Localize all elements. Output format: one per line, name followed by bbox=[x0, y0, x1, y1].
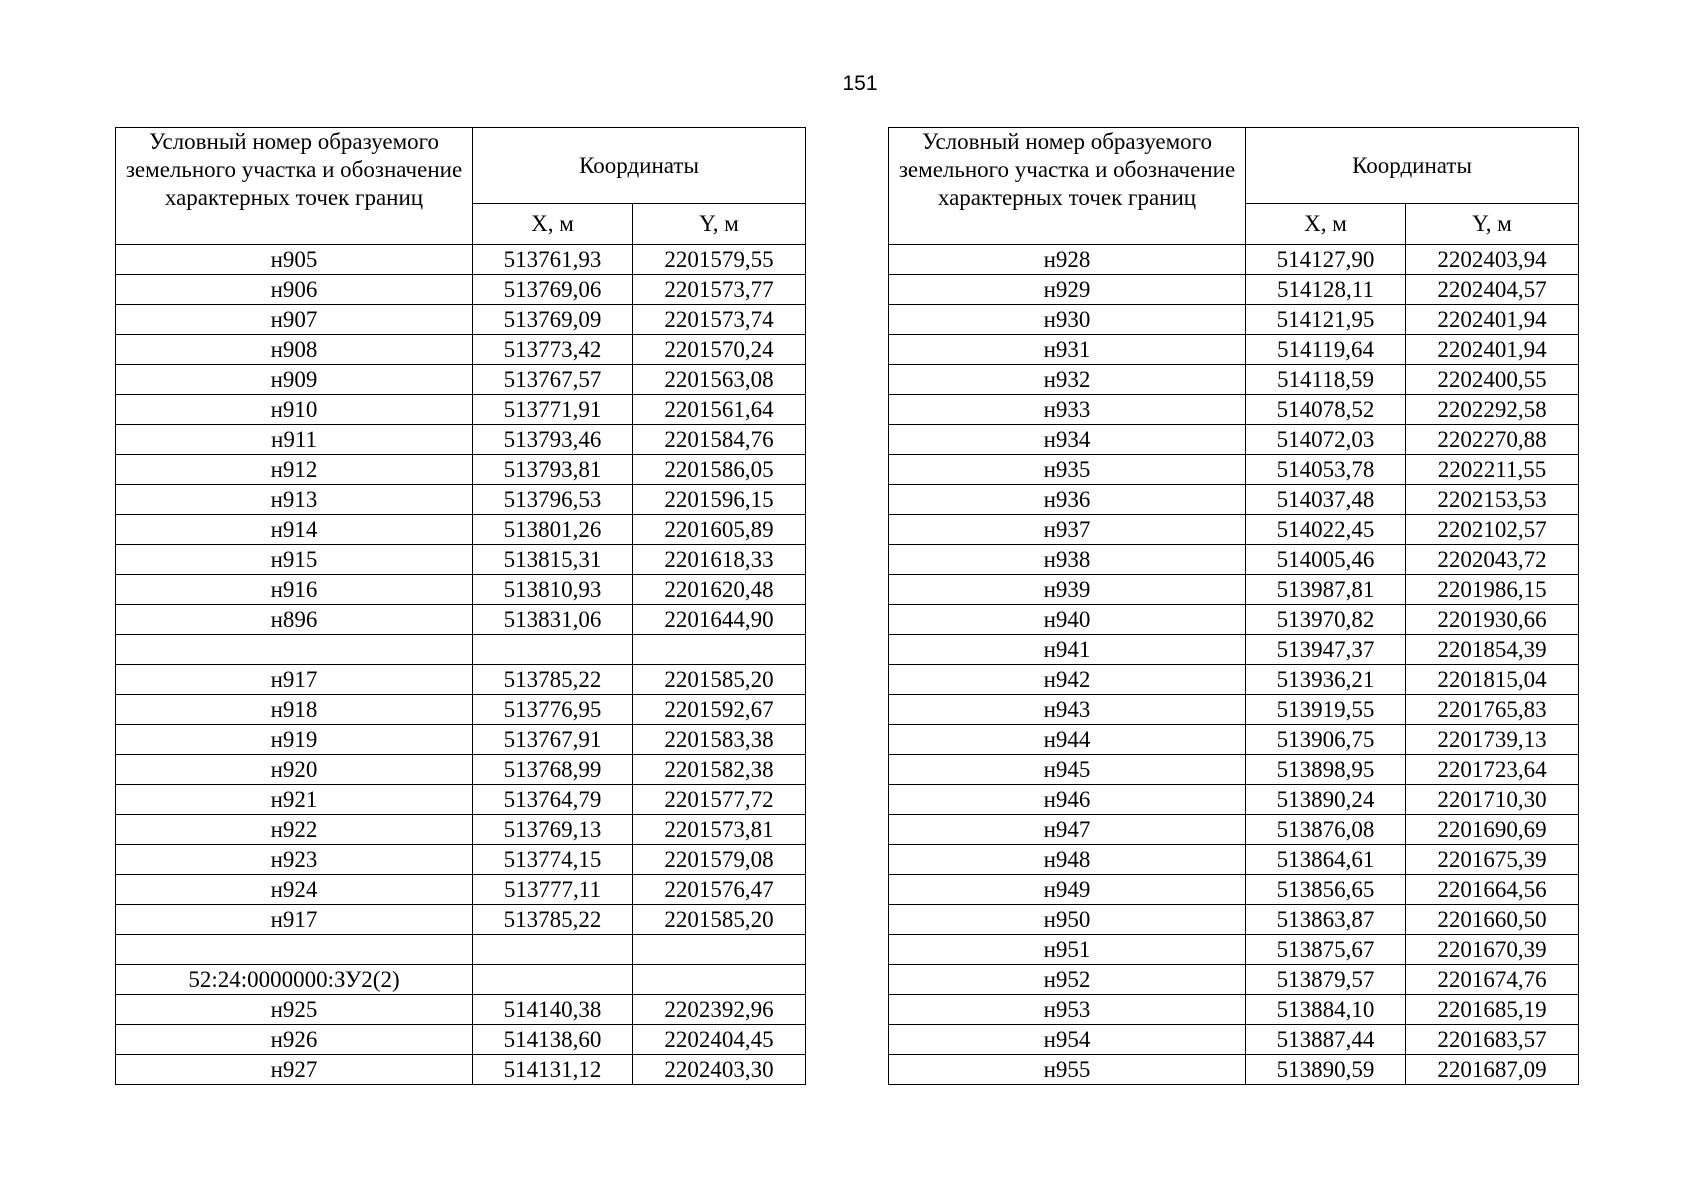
y-coordinate-cell: 2201585,20 bbox=[633, 905, 806, 935]
point-name-cell: н943 bbox=[889, 695, 1246, 725]
table-row bbox=[116, 755, 806, 785]
y-coordinate-cell: 2201815,04 bbox=[1406, 665, 1579, 695]
table-row bbox=[889, 395, 1579, 425]
point-name-cell: н954 bbox=[889, 1025, 1246, 1055]
y-coordinate-cell: 2202400,55 bbox=[1406, 365, 1579, 395]
point-name-cell: н948 bbox=[889, 845, 1246, 875]
table-row bbox=[889, 365, 1579, 395]
point-name-cell: н937 bbox=[889, 515, 1246, 545]
table-body bbox=[116, 245, 806, 1085]
x-coordinate-cell: 513769,09 bbox=[473, 305, 633, 335]
x-coordinate-cell: 514005,46 bbox=[1246, 545, 1406, 575]
x-coordinate-cell: 513767,91 bbox=[473, 725, 633, 755]
y-coordinate-cell: 2202401,94 bbox=[1406, 305, 1579, 335]
y-coordinate-cell: 2201563,08 bbox=[633, 365, 806, 395]
column-header-coordinates: Координаты bbox=[473, 128, 806, 204]
point-name-cell: н924 bbox=[116, 875, 473, 905]
table-row bbox=[889, 935, 1579, 965]
table-row bbox=[889, 1055, 1579, 1085]
x-coordinate-cell: 513876,08 bbox=[1246, 815, 1406, 845]
y-coordinate-cell: 2201690,69 bbox=[1406, 815, 1579, 845]
table-row bbox=[116, 815, 806, 845]
x-coordinate-cell: 513777,11 bbox=[473, 875, 633, 905]
table-row bbox=[116, 635, 806, 665]
point-name-cell: н923 bbox=[116, 845, 473, 875]
y-coordinate-cell: 2201674,76 bbox=[1406, 965, 1579, 995]
point-name-cell: н912 bbox=[116, 455, 473, 485]
y-coordinate-cell: 2202270,88 bbox=[1406, 425, 1579, 455]
table-row bbox=[889, 755, 1579, 785]
column-header-x: X, м bbox=[473, 204, 633, 245]
point-name-cell: н945 bbox=[889, 755, 1246, 785]
point-name-cell: н907 bbox=[116, 305, 473, 335]
point-name-cell: н922 bbox=[116, 815, 473, 845]
table-row bbox=[889, 305, 1579, 335]
x-coordinate-cell: 513776,95 bbox=[473, 695, 633, 725]
point-name-cell: н942 bbox=[889, 665, 1246, 695]
point-name-cell: н946 bbox=[889, 785, 1246, 815]
x-coordinate-cell bbox=[473, 935, 633, 965]
table-row bbox=[889, 425, 1579, 455]
point-name-cell: н910 bbox=[116, 395, 473, 425]
point-name-cell: н938 bbox=[889, 545, 1246, 575]
table-row bbox=[116, 335, 806, 365]
table-body bbox=[889, 245, 1579, 1085]
point-name-cell: н950 bbox=[889, 905, 1246, 935]
table-row bbox=[116, 275, 806, 305]
table-row bbox=[889, 605, 1579, 635]
y-coordinate-cell: 2201561,64 bbox=[633, 395, 806, 425]
table-row bbox=[889, 815, 1579, 845]
x-coordinate-cell: 513785,22 bbox=[473, 905, 633, 935]
point-name-cell: н913 bbox=[116, 485, 473, 515]
y-coordinate-cell: 2201710,30 bbox=[1406, 785, 1579, 815]
table-row bbox=[116, 485, 806, 515]
x-coordinate-cell: 513785,22 bbox=[473, 665, 633, 695]
x-coordinate-cell: 513771,91 bbox=[473, 395, 633, 425]
x-coordinate-cell: 514121,95 bbox=[1246, 305, 1406, 335]
y-coordinate-cell: 2201586,05 bbox=[633, 455, 806, 485]
y-coordinate-cell: 2201739,13 bbox=[1406, 725, 1579, 755]
x-coordinate-cell: 513769,06 bbox=[473, 275, 633, 305]
table-row bbox=[889, 905, 1579, 935]
y-coordinate-cell: 2202102,57 bbox=[1406, 515, 1579, 545]
x-coordinate-cell: 513815,31 bbox=[473, 545, 633, 575]
y-coordinate-cell: 2201605,89 bbox=[633, 515, 806, 545]
y-coordinate-cell: 2201854,39 bbox=[1406, 635, 1579, 665]
point-name-cell: н928 bbox=[889, 245, 1246, 275]
point-name-cell: н918 bbox=[116, 695, 473, 725]
table-row bbox=[889, 275, 1579, 305]
point-name-cell: н934 bbox=[889, 425, 1246, 455]
x-coordinate-cell: 514072,03 bbox=[1246, 425, 1406, 455]
column-header-point-name: Условный номер образуемого земельного участка и обозначение характерных точек границ bbox=[889, 128, 1246, 245]
table-row bbox=[889, 1025, 1579, 1055]
x-coordinate-cell: 513761,93 bbox=[473, 245, 633, 275]
y-coordinate-cell: 2201660,50 bbox=[1406, 905, 1579, 935]
table-row bbox=[116, 725, 806, 755]
table-row bbox=[889, 455, 1579, 485]
point-name-cell: 52:24:0000000:ЗУ2(2) bbox=[116, 965, 473, 995]
y-coordinate-cell: 2201620,48 bbox=[633, 575, 806, 605]
point-name-cell: н932 bbox=[889, 365, 1246, 395]
table-row bbox=[116, 305, 806, 335]
y-coordinate-cell: 2201723,64 bbox=[1406, 755, 1579, 785]
point-name-cell: н905 bbox=[116, 245, 473, 275]
table-row bbox=[889, 545, 1579, 575]
point-name-cell: н917 bbox=[116, 665, 473, 695]
table-row bbox=[116, 245, 806, 275]
y-coordinate-cell: 2201670,39 bbox=[1406, 935, 1579, 965]
point-name-cell: н909 bbox=[116, 365, 473, 395]
table-row bbox=[116, 605, 806, 635]
y-coordinate-cell: 2201577,72 bbox=[633, 785, 806, 815]
point-name-cell: н944 bbox=[889, 725, 1246, 755]
table-row bbox=[116, 365, 806, 395]
point-name-cell: н935 bbox=[889, 455, 1246, 485]
table-row bbox=[889, 845, 1579, 875]
y-coordinate-cell: 2202404,57 bbox=[1406, 275, 1579, 305]
y-coordinate-cell: 2201986,15 bbox=[1406, 575, 1579, 605]
table-row bbox=[889, 785, 1579, 815]
x-coordinate-cell: 513773,42 bbox=[473, 335, 633, 365]
table-row bbox=[889, 515, 1579, 545]
x-coordinate-cell: 513856,65 bbox=[1246, 875, 1406, 905]
x-coordinate-cell: 514138,60 bbox=[473, 1025, 633, 1055]
y-coordinate-cell: 2201596,15 bbox=[633, 485, 806, 515]
y-coordinate-cell: 2201687,09 bbox=[1406, 1055, 1579, 1085]
x-coordinate-cell: 513801,26 bbox=[473, 515, 633, 545]
y-coordinate-cell: 2202401,94 bbox=[1406, 335, 1579, 365]
x-coordinate-cell: 513831,06 bbox=[473, 605, 633, 635]
y-coordinate-cell: 2201570,24 bbox=[633, 335, 806, 365]
point-name-cell: н925 bbox=[116, 995, 473, 1025]
x-coordinate-cell: 513879,57 bbox=[1246, 965, 1406, 995]
x-coordinate-cell: 513898,95 bbox=[1246, 755, 1406, 785]
point-name-cell: н941 bbox=[889, 635, 1246, 665]
table-row bbox=[116, 545, 806, 575]
y-coordinate-cell: 2201585,20 bbox=[633, 665, 806, 695]
x-coordinate-cell: 513890,24 bbox=[1246, 785, 1406, 815]
y-coordinate-cell: 2201579,08 bbox=[633, 845, 806, 875]
coordinates-table-left bbox=[115, 127, 806, 1085]
column-header-coordinates: Координаты bbox=[1246, 128, 1579, 204]
x-coordinate-cell: 514118,59 bbox=[1246, 365, 1406, 395]
point-name-cell: н915 bbox=[116, 545, 473, 575]
table-row bbox=[116, 995, 806, 1025]
table-row bbox=[889, 695, 1579, 725]
y-coordinate-cell: 2201683,57 bbox=[1406, 1025, 1579, 1055]
column-header-point-name: Условный номер образуемого земельного участка и обозначение характерных точек границ bbox=[116, 128, 473, 245]
column-header-y: Y, м bbox=[633, 204, 806, 245]
x-coordinate-cell: 513774,15 bbox=[473, 845, 633, 875]
x-coordinate-cell bbox=[473, 965, 633, 995]
x-coordinate-cell: 513919,55 bbox=[1246, 695, 1406, 725]
table-row bbox=[116, 695, 806, 725]
x-coordinate-cell: 514131,12 bbox=[473, 1055, 633, 1085]
x-coordinate-cell: 514119,64 bbox=[1246, 335, 1406, 365]
x-coordinate-cell: 514022,45 bbox=[1246, 515, 1406, 545]
point-name-cell: н906 bbox=[116, 275, 473, 305]
point-name-cell: н914 bbox=[116, 515, 473, 545]
point-name-cell: н929 bbox=[889, 275, 1246, 305]
table-row bbox=[116, 935, 806, 965]
x-coordinate-cell: 513875,67 bbox=[1246, 935, 1406, 965]
y-coordinate-cell: 2202292,58 bbox=[1406, 395, 1579, 425]
x-coordinate-cell: 514127,90 bbox=[1246, 245, 1406, 275]
point-name-cell: н916 bbox=[116, 575, 473, 605]
coordinates-table-right bbox=[888, 127, 1579, 1085]
point-name-cell: н917 bbox=[116, 905, 473, 935]
table-row bbox=[889, 665, 1579, 695]
point-name-cell: н940 bbox=[889, 605, 1246, 635]
point-name-cell: н953 bbox=[889, 995, 1246, 1025]
point-name-cell: н927 bbox=[116, 1055, 473, 1085]
point-name-cell: н951 bbox=[889, 935, 1246, 965]
y-coordinate-cell: 2201573,77 bbox=[633, 275, 806, 305]
table-row bbox=[116, 395, 806, 425]
y-coordinate-cell: 2201582,38 bbox=[633, 755, 806, 785]
y-coordinate-cell bbox=[633, 935, 806, 965]
table-row bbox=[889, 335, 1579, 365]
y-coordinate-cell: 2201675,39 bbox=[1406, 845, 1579, 875]
point-name-cell: н919 bbox=[116, 725, 473, 755]
table-row bbox=[889, 725, 1579, 755]
x-coordinate-cell: 513887,44 bbox=[1246, 1025, 1406, 1055]
table-row bbox=[116, 455, 806, 485]
y-coordinate-cell: 2202404,45 bbox=[633, 1025, 806, 1055]
point-name-cell bbox=[116, 635, 473, 665]
x-coordinate-cell: 513864,61 bbox=[1246, 845, 1406, 875]
x-coordinate-cell: 513810,93 bbox=[473, 575, 633, 605]
table-row bbox=[116, 425, 806, 455]
x-coordinate-cell: 513906,75 bbox=[1246, 725, 1406, 755]
table-row bbox=[889, 575, 1579, 605]
table-row bbox=[116, 515, 806, 545]
x-coordinate-cell: 513936,21 bbox=[1246, 665, 1406, 695]
table-row bbox=[889, 965, 1579, 995]
x-coordinate-cell: 513769,13 bbox=[473, 815, 633, 845]
x-coordinate-cell: 513890,59 bbox=[1246, 1055, 1406, 1085]
x-coordinate-cell: 514140,38 bbox=[473, 995, 633, 1025]
point-name-cell: н939 bbox=[889, 575, 1246, 605]
y-coordinate-cell: 2201573,81 bbox=[633, 815, 806, 845]
y-coordinate-cell: 2201765,83 bbox=[1406, 695, 1579, 725]
point-name-cell: н920 bbox=[116, 755, 473, 785]
point-name-cell: н926 bbox=[116, 1025, 473, 1055]
x-coordinate-cell: 513970,82 bbox=[1246, 605, 1406, 635]
column-header-y: Y, м bbox=[1406, 204, 1579, 245]
y-coordinate-cell: 2202392,96 bbox=[633, 995, 806, 1025]
y-coordinate-cell bbox=[633, 635, 806, 665]
point-name-cell: н936 bbox=[889, 485, 1246, 515]
point-name-cell: н930 bbox=[889, 305, 1246, 335]
y-coordinate-cell: 2201644,90 bbox=[633, 605, 806, 635]
y-coordinate-cell: 2201930,66 bbox=[1406, 605, 1579, 635]
y-coordinate-cell: 2201664,56 bbox=[1406, 875, 1579, 905]
x-coordinate-cell: 513987,81 bbox=[1246, 575, 1406, 605]
point-name-cell: н931 bbox=[889, 335, 1246, 365]
point-name-cell: н911 bbox=[116, 425, 473, 455]
y-coordinate-cell: 2202043,72 bbox=[1406, 545, 1579, 575]
y-coordinate-cell: 2202403,94 bbox=[1406, 245, 1579, 275]
y-coordinate-cell: 2201592,67 bbox=[633, 695, 806, 725]
table-row bbox=[116, 965, 806, 995]
y-coordinate-cell: 2201573,74 bbox=[633, 305, 806, 335]
x-coordinate-cell: 513764,79 bbox=[473, 785, 633, 815]
table-row bbox=[889, 635, 1579, 665]
point-name-cell bbox=[116, 935, 473, 965]
y-coordinate-cell: 2201618,33 bbox=[633, 545, 806, 575]
x-coordinate-cell: 513884,10 bbox=[1246, 995, 1406, 1025]
x-coordinate-cell: 513947,37 bbox=[1246, 635, 1406, 665]
table-row bbox=[889, 995, 1579, 1025]
table-row bbox=[116, 1025, 806, 1055]
x-coordinate-cell: 513863,87 bbox=[1246, 905, 1406, 935]
x-coordinate-cell bbox=[473, 635, 633, 665]
x-coordinate-cell: 514053,78 bbox=[1246, 455, 1406, 485]
point-name-cell: н952 bbox=[889, 965, 1246, 995]
x-coordinate-cell: 513768,99 bbox=[473, 755, 633, 785]
y-coordinate-cell: 2201583,38 bbox=[633, 725, 806, 755]
point-name-cell: н947 bbox=[889, 815, 1246, 845]
table-row bbox=[116, 785, 806, 815]
y-coordinate-cell bbox=[633, 965, 806, 995]
table-row bbox=[116, 905, 806, 935]
x-coordinate-cell: 513767,57 bbox=[473, 365, 633, 395]
y-coordinate-cell: 2202153,53 bbox=[1406, 485, 1579, 515]
column-header-x: X, м bbox=[1246, 204, 1406, 245]
point-name-cell: н955 bbox=[889, 1055, 1246, 1085]
y-coordinate-cell: 2201576,47 bbox=[633, 875, 806, 905]
table-row bbox=[889, 485, 1579, 515]
table-row bbox=[889, 245, 1579, 275]
x-coordinate-cell: 514128,11 bbox=[1246, 275, 1406, 305]
page-number: 151 bbox=[842, 72, 878, 95]
y-coordinate-cell: 2201685,19 bbox=[1406, 995, 1579, 1025]
point-name-cell: н933 bbox=[889, 395, 1246, 425]
table-row bbox=[116, 875, 806, 905]
x-coordinate-cell: 514078,52 bbox=[1246, 395, 1406, 425]
y-coordinate-cell: 2202403,30 bbox=[633, 1055, 806, 1085]
point-name-cell: н896 bbox=[116, 605, 473, 635]
y-coordinate-cell: 2202211,55 bbox=[1406, 455, 1579, 485]
y-coordinate-cell: 2201579,55 bbox=[633, 245, 806, 275]
y-coordinate-cell: 2201584,76 bbox=[633, 425, 806, 455]
x-coordinate-cell: 514037,48 bbox=[1246, 485, 1406, 515]
table-row bbox=[116, 845, 806, 875]
point-name-cell: н949 bbox=[889, 875, 1246, 905]
point-name-cell: н921 bbox=[116, 785, 473, 815]
table-row bbox=[116, 1055, 806, 1085]
table-row bbox=[116, 575, 806, 605]
x-coordinate-cell: 513793,81 bbox=[473, 455, 633, 485]
x-coordinate-cell: 513793,46 bbox=[473, 425, 633, 455]
table-row bbox=[116, 665, 806, 695]
table-row bbox=[889, 875, 1579, 905]
x-coordinate-cell: 513796,53 bbox=[473, 485, 633, 515]
point-name-cell: н908 bbox=[116, 335, 473, 365]
